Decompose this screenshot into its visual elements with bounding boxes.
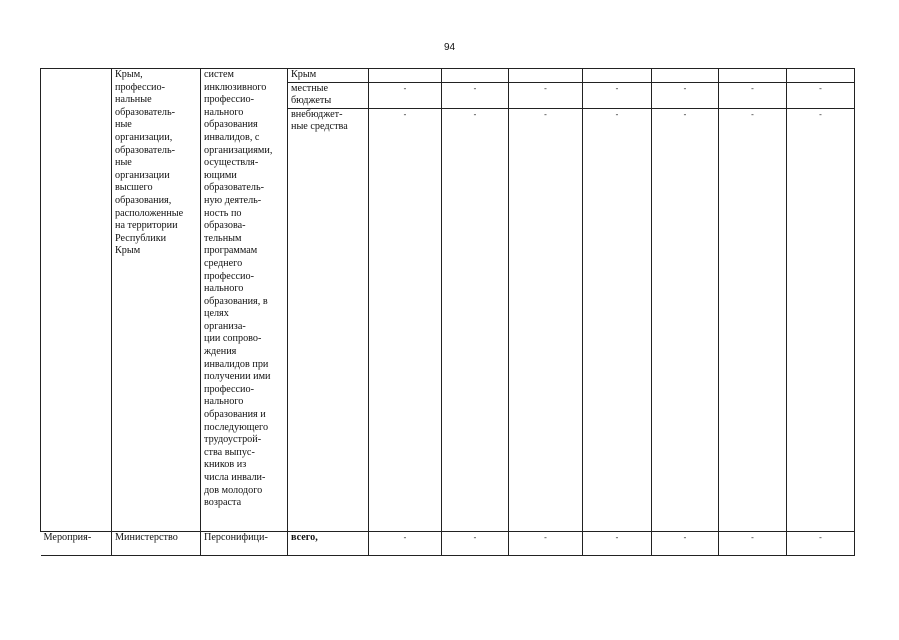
funding-source-cell: всего, xyxy=(288,531,369,555)
table-row xyxy=(41,69,855,83)
value-cell: - xyxy=(652,82,719,108)
value-cell: - xyxy=(787,531,855,555)
description-cell: систем инклюзивного профессио- нального образования инвалидов, с организациями, осуществля- ющими образователь- ную деятель- ность по образова- тельным программам среднего профессио- нального образования, в целях организа- ции сопрово- ждения инвалидов при получении ими профессио- нального образования и последующего трудоустрой- ства выпус- кников из числа инвали- дов молодого возраста xyxy=(201,69,288,532)
event-number-cell: Мероприя- xyxy=(41,531,112,555)
value-cell xyxy=(652,69,719,83)
program-table xyxy=(40,68,855,556)
value-cell xyxy=(509,69,583,83)
value-cell: - xyxy=(583,531,652,555)
value-cell xyxy=(719,69,787,83)
description-cell: Персонифици- xyxy=(201,531,288,555)
value-cell: - xyxy=(787,82,855,108)
value-cell: - xyxy=(442,108,509,531)
value-cell: - xyxy=(583,82,652,108)
page-number: 94 xyxy=(443,42,456,53)
value-cell: - xyxy=(583,108,652,531)
value-cell: - xyxy=(442,531,509,555)
table-row xyxy=(41,531,855,555)
value-cell: - xyxy=(369,108,442,531)
value-cell: - xyxy=(719,82,787,108)
value-cell xyxy=(369,69,442,83)
value-cell: - xyxy=(652,108,719,531)
value-cell: - xyxy=(509,531,583,555)
executor-cell: Министерство xyxy=(112,531,201,555)
executor-cell: Крым, профессио- нальные образователь- ные организации, образователь- ные организации высшего образования, расположенные на территории Республики Крым xyxy=(112,69,201,532)
value-cell: - xyxy=(369,531,442,555)
value-cell: - xyxy=(719,108,787,531)
event-number-cell xyxy=(41,69,112,532)
value-cell xyxy=(787,69,855,83)
funding-source-cell: внебюджет- ные средства xyxy=(288,108,369,531)
value-cell: - xyxy=(509,108,583,531)
value-cell: - xyxy=(509,82,583,108)
value-cell: - xyxy=(787,108,855,531)
funding-source-cell: местные бюджеты xyxy=(288,82,369,108)
value-cell: - xyxy=(369,82,442,108)
value-cell: - xyxy=(442,82,509,108)
value-cell xyxy=(442,69,509,83)
value-cell: - xyxy=(652,531,719,555)
funding-source-cell: Крым xyxy=(288,69,369,83)
value-cell: - xyxy=(719,531,787,555)
value-cell xyxy=(583,69,652,83)
